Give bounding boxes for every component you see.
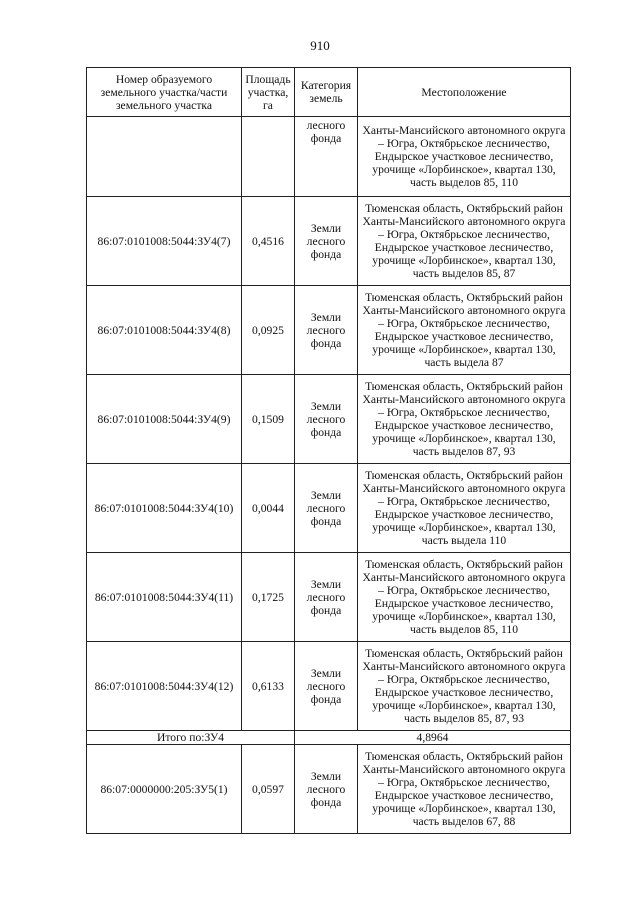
land-plots-table: [86, 67, 571, 834]
location-cell: [358, 286, 571, 375]
location-line: урочище «Лорбинское», квартал 130,: [372, 432, 556, 445]
plot-number-cell: 86:07:0101008:5044:ЗУ4(11): [87, 553, 242, 642]
location-cell: [358, 553, 571, 642]
location-line: Ендырское участковое лесничество,: [374, 597, 554, 610]
location-line: – Югра, Октябрьское лесничество,: [378, 673, 550, 686]
plot-number-cell: 86:07:0101008:5044:ЗУ4(10): [87, 464, 242, 553]
table-row: [87, 197, 571, 286]
table-row: [87, 117, 571, 197]
location-line: Ханты-Мансийского автономного округа: [362, 393, 566, 406]
location-line: урочище «Лорбинское», квартал 130,: [372, 254, 556, 267]
plot-number-cell: 86:07:0101008:5044:ЗУ4(8): [87, 286, 242, 375]
table-row: [87, 642, 571, 731]
area-cell: 0,4516: [242, 197, 295, 286]
location-line: Тюменская область, Октябрьский район: [365, 202, 563, 215]
location-line: – Югра, Октябрьское лесничество,: [378, 776, 550, 789]
area-cell: 0,0925: [242, 286, 295, 375]
location-line: Ендырское участковое лесничество,: [374, 330, 554, 343]
page-number: 910: [310, 38, 330, 53]
location-line: Ендырское участковое лесничество,: [374, 150, 554, 163]
location-line: урочище «Лорбинское», квартал 130,: [372, 521, 556, 534]
category-cell: Земли лесного фонда: [295, 286, 358, 375]
plot-number-cell: 86:07:0000000:205:ЗУ5(1): [87, 745, 242, 834]
location-line: – Югра, Октябрьское лесничество,: [378, 228, 550, 241]
table-row: [87, 553, 571, 642]
location-line: – Югра, Октябрьское лесничество,: [378, 317, 550, 330]
area-cell: [242, 117, 295, 197]
location-line: Ханты-Мансийского автономного округа: [362, 571, 566, 584]
area-cell: 0,1725: [242, 553, 295, 642]
header-location: Местоположение: [358, 68, 571, 117]
location-line: Тюменская область, Октябрьский район: [365, 469, 563, 482]
location-line: Ендырское участковое лесничество,: [374, 789, 554, 802]
category-cell: Земли лесного фонда: [295, 375, 358, 464]
location-cell: [358, 375, 571, 464]
location-line: урочище «Лорбинское», квартал 130,: [372, 802, 556, 815]
table-row: [87, 745, 571, 834]
location-cell: [358, 197, 571, 286]
category-cell: Земли лесного фонда: [295, 745, 358, 834]
location-line: – Югра, Октябрьское лесничество,: [378, 584, 550, 597]
header-category: Категория земель: [295, 68, 358, 117]
location-cell: [358, 745, 571, 834]
total-row: [87, 731, 571, 745]
location-line: часть выделов 85, 87: [412, 267, 516, 280]
location-line: – Югра, Октябрьское лесничество,: [378, 137, 550, 150]
location-line: Тюменская область, Октябрьский район: [365, 291, 563, 304]
location-cell: [358, 642, 571, 731]
location-line: урочище «Лорбинское», квартал 130,: [372, 610, 556, 623]
table-header-row: [87, 68, 571, 117]
plot-number-cell: 86:07:0101008:5044:ЗУ4(12): [87, 642, 242, 731]
location-line: Тюменская область, Октябрьский район: [365, 380, 563, 393]
location-line: часть выдела 110: [421, 534, 507, 547]
plot-number-cell: [87, 117, 242, 197]
location-line: Ханты-Мансийского автономного округа: [362, 482, 566, 495]
category-cell: лесного фонда: [295, 117, 358, 197]
area-cell: 0,6133: [242, 642, 295, 731]
location-line: Ханты-Мансийского автономного округа: [362, 124, 566, 137]
plot-number-cell: 86:07:0101008:5044:ЗУ4(9): [87, 375, 242, 464]
location-line: урочище «Лорбинское», квартал 130,: [372, 343, 556, 356]
location-line: часть выдела 87: [424, 356, 504, 369]
area-cell: 0,0044: [242, 464, 295, 553]
category-cell: Земли лесного фонда: [295, 553, 358, 642]
location-line: Ханты-Мансийского автономного округа: [362, 660, 566, 673]
total-label: Итого по:ЗУ4: [87, 731, 295, 745]
location-line: урочище «Лорбинское», квартал 130,: [372, 699, 556, 712]
location-line: Ендырское участковое лесничество,: [374, 241, 554, 254]
total-value: 4,8964: [295, 731, 571, 745]
location-line: часть выделов 85, 110: [410, 176, 518, 189]
location-line: Ендырское участковое лесничество,: [374, 419, 554, 432]
plot-number-cell: 86:07:0101008:5044:ЗУ4(7): [87, 197, 242, 286]
location-line: Ханты-Мансийского автономного округа: [362, 215, 566, 228]
table-row: [87, 464, 571, 553]
location-line: – Югра, Октябрьское лесничество,: [378, 406, 550, 419]
header-plot-number: Номер образуемого земельного участка/части земельного участка: [87, 68, 242, 117]
location-line: – Югра, Октябрьское лесничество,: [378, 495, 550, 508]
location-line: Тюменская область, Октябрьский район: [365, 647, 563, 660]
location-line: часть выделов 67, 88: [412, 815, 516, 828]
location-line: часть выделов 87, 93: [412, 445, 516, 458]
location-line: урочище «Лорбинское», квартал 130,: [372, 163, 556, 176]
location-cell: [358, 117, 571, 197]
category-cell: Земли лесного фонда: [295, 464, 358, 553]
location-line: Ханты-Мансийского автономного округа: [362, 763, 566, 776]
location-line: часть выделов 85, 110: [410, 623, 518, 636]
location-line: Тюменская область, Октябрьский район: [365, 750, 563, 763]
location-line: Ханты-Мансийского автономного округа: [362, 304, 566, 317]
area-cell: 0,1509: [242, 375, 295, 464]
table-row: [87, 375, 571, 464]
category-cell: Земли лесного фонда: [295, 197, 358, 286]
location-line: Ендырское участковое лесничество,: [374, 686, 554, 699]
table-row: [87, 286, 571, 375]
location-cell: [358, 464, 571, 553]
location-line: Ендырское участковое лесничество,: [374, 508, 554, 521]
category-cell: Земли лесного фонда: [295, 642, 358, 731]
header-area: Площадь участка, га: [242, 68, 295, 117]
area-cell: 0,0597: [242, 745, 295, 834]
location-line: часть выделов 85, 87, 93: [403, 712, 524, 725]
location-line: Тюменская область, Октябрьский район: [365, 558, 563, 571]
